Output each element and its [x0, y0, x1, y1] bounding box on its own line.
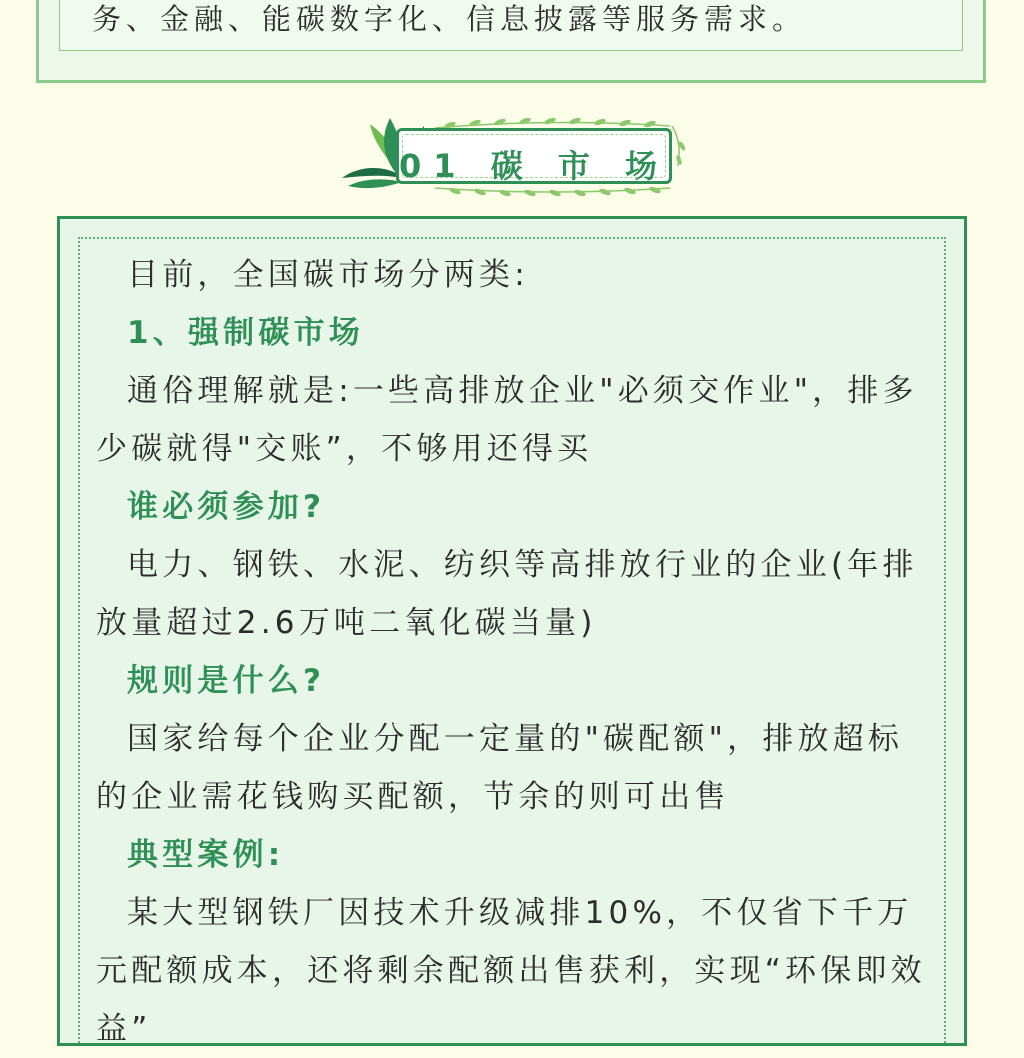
intro-panel	[36, 0, 986, 83]
heading-who-participates: 谁必须参加?	[127, 489, 326, 525]
paragraph-case-study: 某大型钢铁厂因技术升级减排10%，不仅省下千万元配额成本，还将剩余配额出售获利，实现“环保即效益”	[96, 895, 926, 1047]
paragraph-explanation: 通俗理解就是:一些高排放企业"必须交作业"，排多少碳就得"交账”，不够用还得买	[96, 373, 918, 467]
intro-text-line: 务、金融、能碳数字化、信息披露等服务需求。	[92, 2, 807, 36]
heading-case-study: 典型案例:	[127, 837, 285, 873]
paragraph-rules: 国家给每个企业分配一定量的"碳配额"，排放超标的企业需花钱购买配额，节余的则可出售	[96, 721, 904, 815]
heading-rules: 规则是什么?	[127, 663, 326, 699]
heading-mandatory-market: 1、强制碳市场	[127, 315, 364, 351]
paragraph-participants: 电力、钢铁、水泥、纺织等高排放行业的企业(年排放量超过2.6万吨二氧化碳当量)	[96, 547, 918, 641]
section-title-box	[396, 128, 672, 184]
paragraph-intro: 目前，全国碳市场分两类:	[127, 257, 529, 293]
content-body	[96, 246, 936, 1058]
section-title: 01 碳 市 场	[399, 147, 669, 185]
section-banner	[340, 116, 690, 198]
intro-inner-frame	[59, 0, 963, 51]
